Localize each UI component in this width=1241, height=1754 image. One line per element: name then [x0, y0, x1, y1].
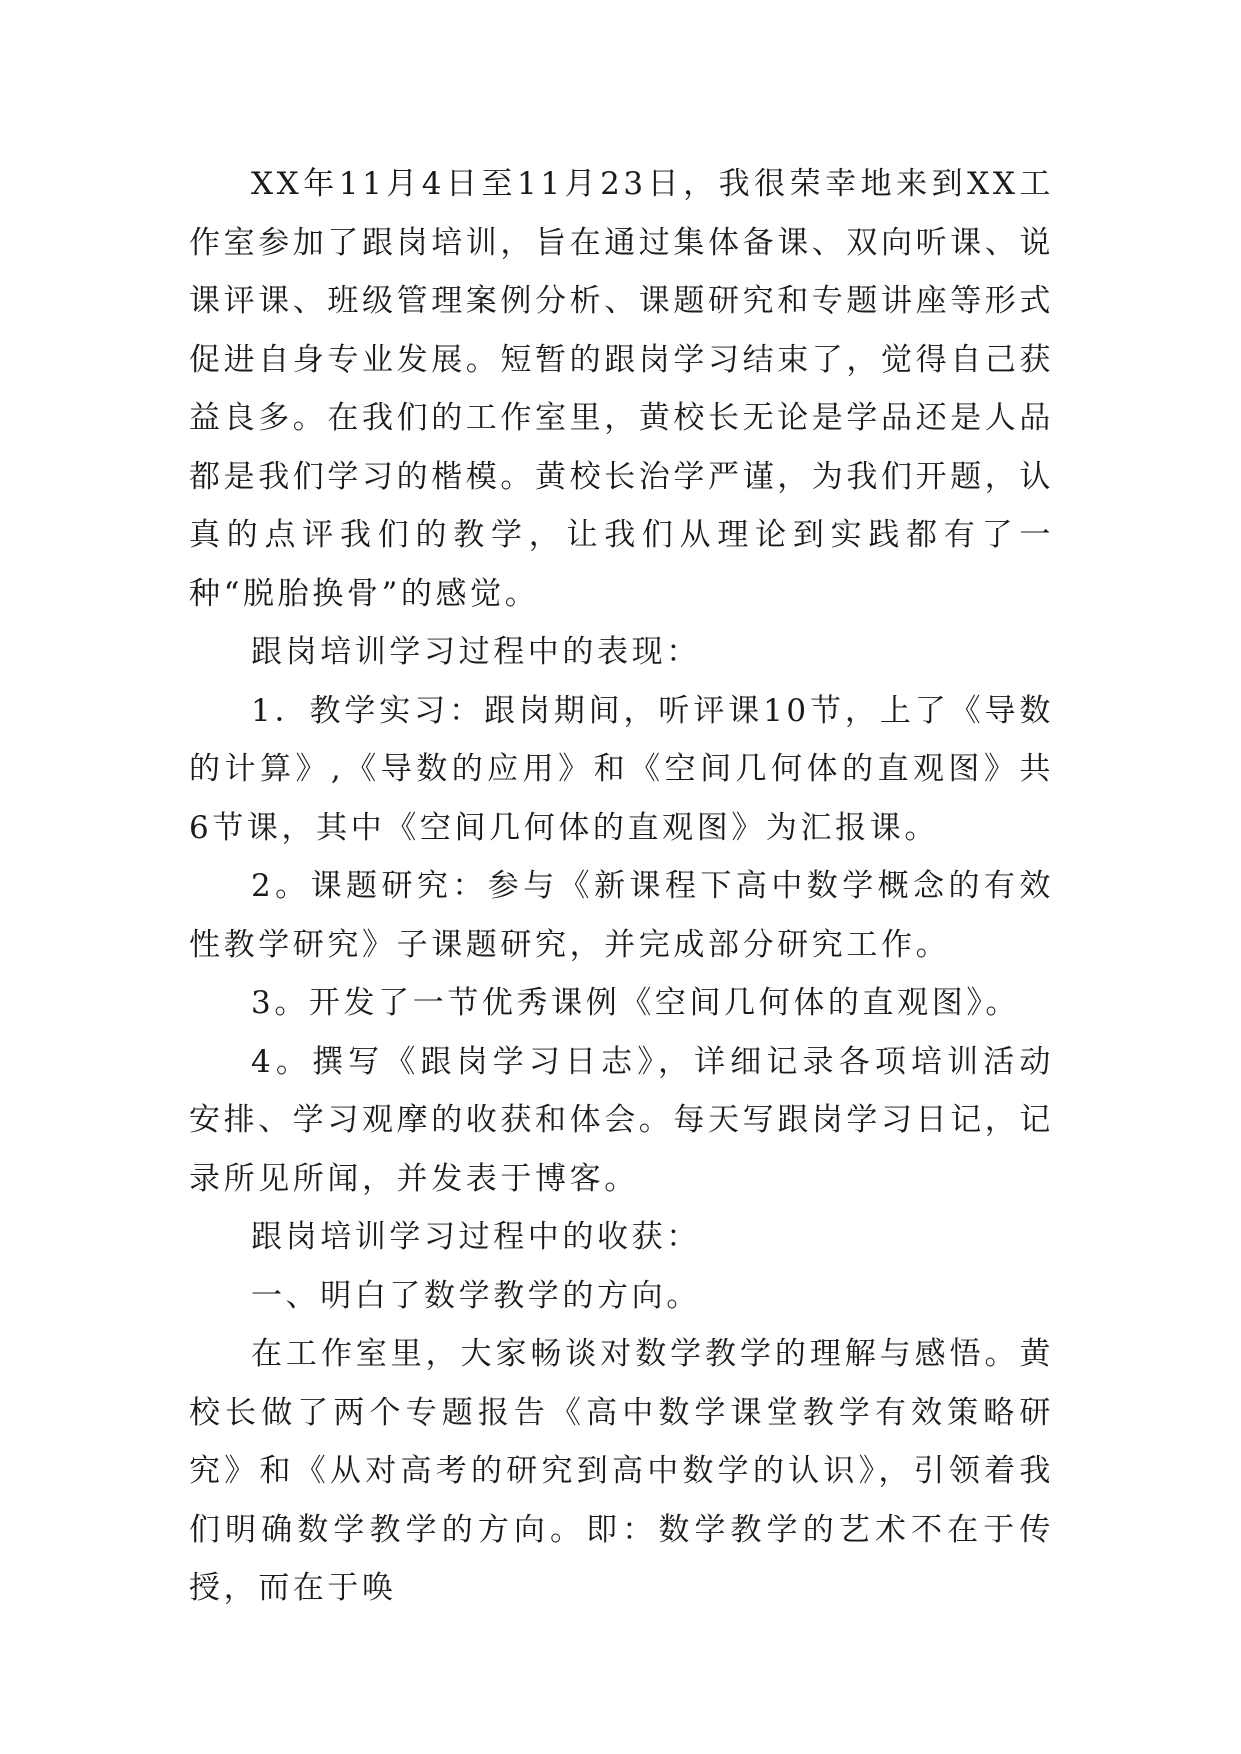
list-item-teaching-practice: 1．教学实习：跟岗期间，听评课10节，上了《导数的计算》,《导数的应用》和《空间几何体的直观图》共6节课，其中《空间几何体的直观图》为汇报课。	[189, 692, 1054, 846]
paragraph-intro: XX年11月4日至11月23日，我很荣幸地来到XX工作室参加了跟岗培训，旨在通过集体备课、双向听课、说课评课、班级管理案例分析、课题研究和专题讲座等形式促进自身专业发展。短暂的跟岗学习结束了，觉得自己获益良多。在我们的工作室里，黄校长无论是学品还是人品都是我们学习的楷模。黄校长治学严谨，为我们开题，认真的点评我们的教学，让我们从理论到实践都有了一种“脱胎换骨”的感觉。	[189, 166, 1054, 612]
heading-gains: 跟岗培训学习过程中的收获：	[251, 1219, 701, 1255]
subheading-direction: 一、明白了数学教学的方向。	[251, 1277, 701, 1314]
list-item-research: 2。课题研究：参与《新课程下高中数学概念的有效性教学研究》子课题研究，并完成部分研究工作。	[189, 868, 1054, 963]
list-item-course-example: 3。开发了一节优秀课例《空间几何体的直观图》。	[251, 985, 1021, 1021]
heading-performance: 跟岗培训学习过程中的表现：	[251, 634, 701, 670]
document-body	[189, 155, 1054, 1618]
paragraph-direction: 在工作室里，大家畅谈对数学教学的理解与感悟。黄校长做了两个专题报告《高中数学课堂教学有效策略研究》和《从对高考的研究到高中数学的认识》，引领着我们明确数学教学的方向。即：数学教学的艺术不在于传授，而在于唤	[189, 1336, 1054, 1606]
list-item-journal: 4。撰写《跟岗学习日志》，详细记录各项培训活动安排、学习观摩的收获和体会。每天写跟岗学习日记，记录所见所闻，并发表于博客。	[189, 1043, 1054, 1197]
